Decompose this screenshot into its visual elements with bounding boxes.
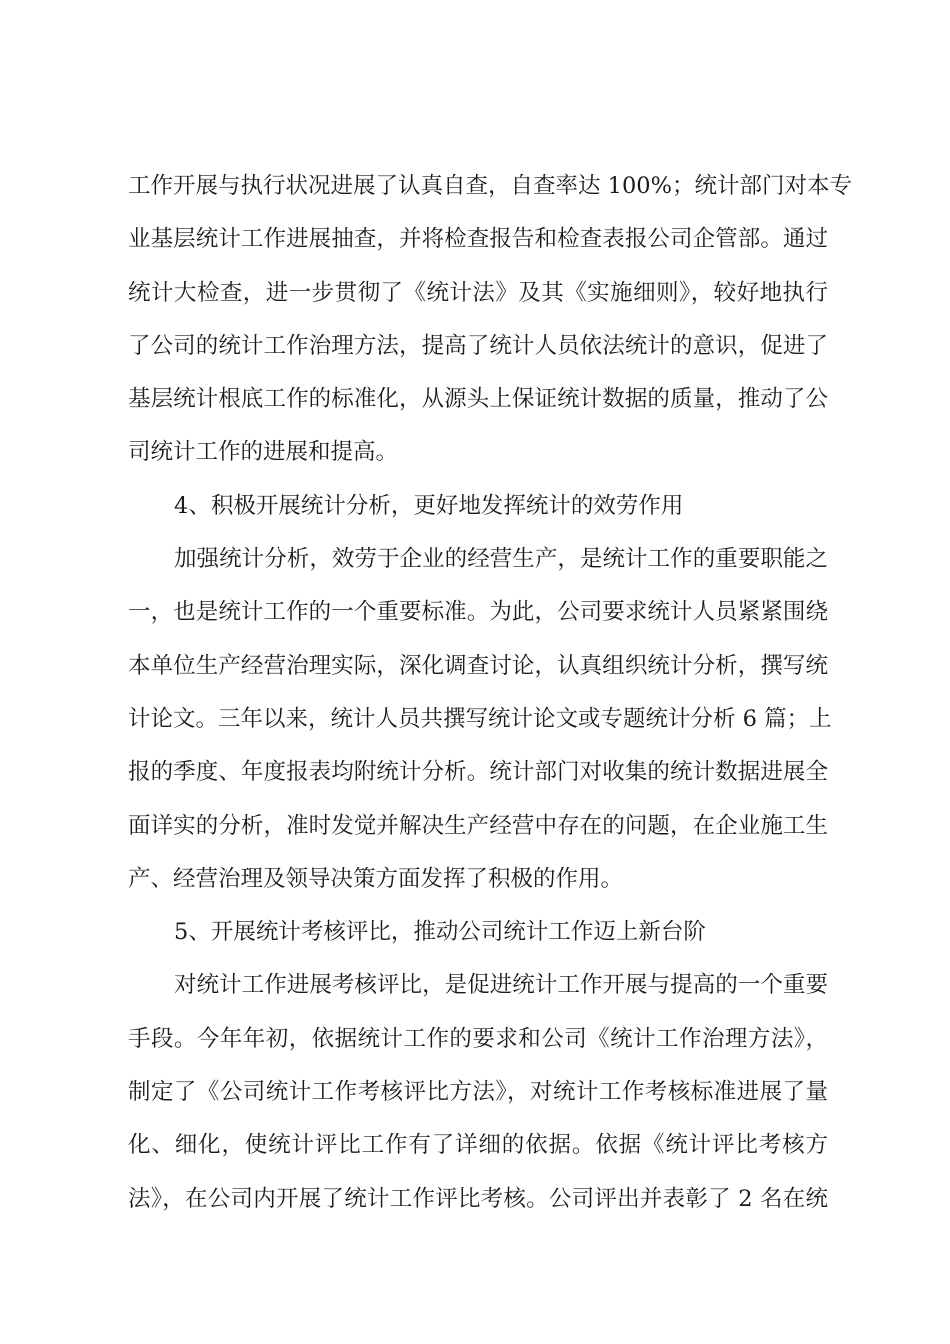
text-line: 了公司的统计工作治理方法，提高了统计人员依法统计的意识，促进了 [128, 332, 828, 359]
section-heading-4: 4、积极开展统计分析，更好地发挥统计的效劳作用 [174, 492, 684, 519]
text-line: 工作开展与执行状况进展了认真自查，自查率达 100%；统计部门对本专 [128, 173, 852, 199]
text-line: 报的季度、年度报表均附统计分析。统计部门对收集的统计数据进展全 [128, 759, 828, 786]
text-line: 加强统计分析，效劳于企业的经营生产，是统计工作的重要职能之 [174, 546, 828, 573]
text-line: 业基层统计工作进展抽查，并将检查报告和检查表报公司企管部。通过 [128, 226, 828, 253]
text-line: 产、经营治理及领导决策方面发挥了积极的作用。 [128, 865, 624, 892]
text-line: 本单位生产经营治理实际，深化调查讨论，认真组织统计分析，撰写统 [128, 652, 828, 679]
paragraph-continued [128, 160, 852, 480]
text-line: 面详实的分析，准时发觉并解决生产经营中存在的问题，在企业施工生 [128, 812, 828, 839]
text-line: 化、细化，使统计评比工作有了详细的依据。依据《统计评比考核方 [128, 1132, 828, 1159]
text-line: 一，也是统计工作的一个重要标准。为此，公司要求统计人员紧紧围绕 [128, 599, 828, 626]
text-line: 统计大检查，进一步贯彻了《统计法》及其《实施细则》，较好地执行 [128, 279, 828, 306]
section-heading-5: 5、开展统计考核评比，推动公司统计工作迈上新台阶 [174, 919, 706, 946]
text-line: 基层统计根底工作的标准化，从源头上保证统计数据的质量，推动了公 [128, 386, 828, 413]
text-line: 对统计工作进展考核评比，是促进统计工作开展与提高的一个重要 [174, 972, 828, 999]
text-line: 计论文。三年以来，统计人员共撰写统计论文或专题统计分析 6 篇；上 [128, 705, 832, 732]
text-line: 制定了《公司统计工作考核评比方法》，对统计工作考核标准进展了量 [128, 1079, 828, 1106]
document-body [128, 160, 852, 1226]
text-line: 法》，在公司内开展了统计工作评比考核。公司评出并表彰了 2 名在统 [128, 1185, 828, 1212]
paragraph-statistical-analysis [128, 533, 832, 906]
text-line: 手段。今年年初，依据统计工作的要求和公司《统计工作治理方法》， [128, 1025, 828, 1052]
paragraph-assessment [128, 959, 828, 1225]
text-line: 司统计工作的进展和提高。 [128, 439, 399, 466]
